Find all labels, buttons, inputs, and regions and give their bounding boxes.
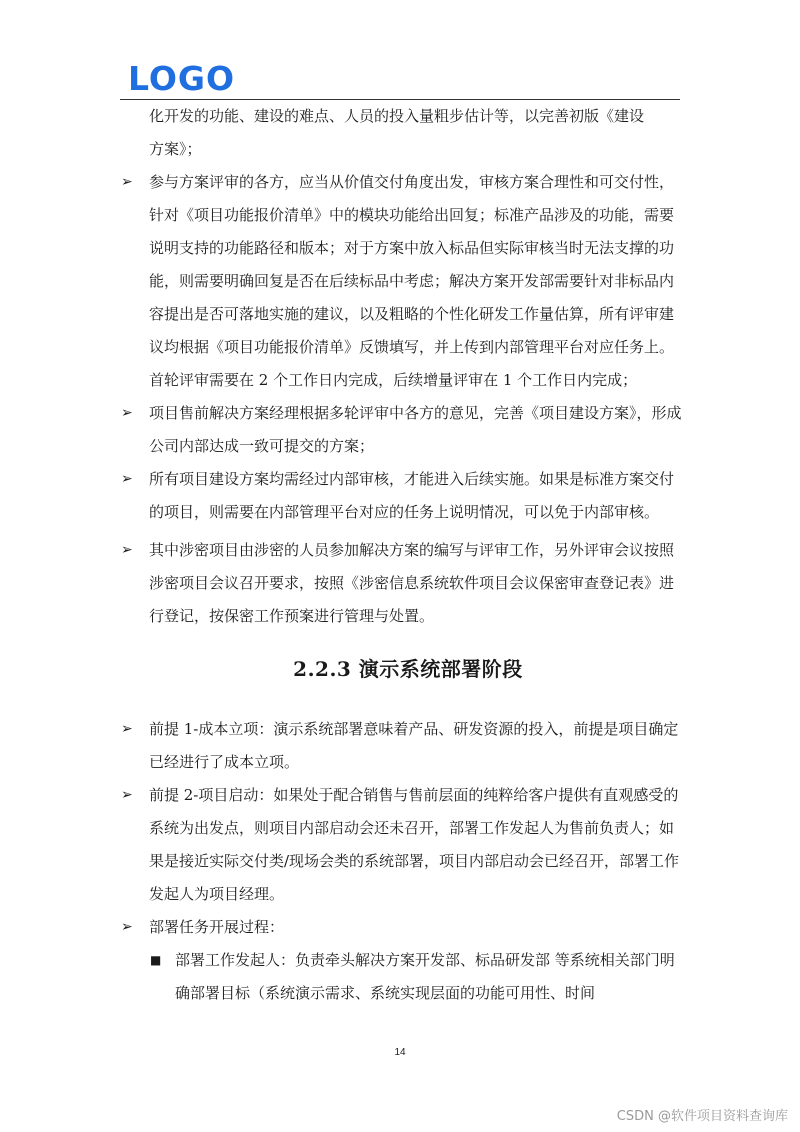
bullet-classified-project: [120, 534, 686, 633]
bullet-premise-2: [120, 779, 686, 911]
bullet-deploy-process: [120, 911, 686, 944]
arrow-bullet-icon: ➢: [121, 471, 133, 487]
bullet-text: 前提 2-项目启动：如果处于配合销售与售前层面的纯粹给客户提供有直观感受的系统为出发点，则项目内部启动会还未召开，部署工作发起人为售前负责人；如果是接近实际交付类/现场会类的系统部署，项目内部启动会已经召开，部署工作发起人为项目经理。: [149, 786, 680, 903]
bullet-text: 其中涉密项目由涉密的人员参加解决方案的编写与评审工作，另外评审会议按照涉密项目会议召开要求，按照《涉密信息系统软件项目会议保密审查登记表》进行登记，按保密工作预案进行管理与处置。: [149, 541, 675, 625]
bullet-text: 部署任务开展过程：: [149, 918, 285, 936]
section-title: 2.2.3 演示系统部署阶段: [293, 657, 523, 681]
bullet-review-parties: [120, 166, 686, 397]
square-bullet-icon: ■: [150, 953, 162, 967]
bullet-internal-review: [120, 463, 686, 529]
bullet-presales-manager: [120, 397, 686, 463]
intro-line-1: 化开发的功能、建设的难点、人员的投入量粗步估计等，以完善初版《建设: [149, 107, 645, 125]
arrow-bullet-icon: ➢: [121, 174, 133, 190]
bullet-text: 前提 1-成本立项：演示系统部署意味着产品、研发资源的投入，前提是项目确定已经进行了成本立项。: [149, 720, 679, 771]
arrow-bullet-icon: ➢: [121, 542, 133, 558]
intro-line-2: 方案》；: [149, 140, 202, 158]
document-body: [120, 100, 686, 1010]
arrow-bullet-icon: ➢: [121, 787, 133, 803]
logo: LOGO: [128, 59, 236, 98]
arrow-bullet-icon: ➢: [121, 405, 133, 421]
bullet-text: 参与方案评审的各方，应当从价值交付角度出发，审核方案合理性和可交付性，针对《项目功能报价清单》中的模块功能给出回复；标准产品涉及的功能，需要说明支持的功能路径和版本；对于方案中放入标品但实际审核当时无法支撑的功能，则需要明确回复是否在后续标品中考虑；解决方案开发部需要针对非标品内容提出是否可落地实施的建议，以及粗略的个性化研发工作量估算，所有评审建议均根据《项目功能报价清单》反馈填写，并上传到内部管理平台对应任务上。首轮评审需要在 2 个工作日内完成，后续增量评审在 1 个工作日内完成；: [149, 173, 675, 389]
bullet-text: 所有项目建设方案均需经过内部审核，才能进入后续实施。如果是标准方案交付的项目，则需要在内部管理平台对应的任务上说明情况，可以免于内部审核。: [149, 470, 675, 521]
page-number: 14: [394, 1047, 406, 1058]
sub-bullet-initiator: [120, 944, 686, 1010]
bullet-text: 项目售前解决方案经理根据多轮评审中各方的意见，完善《项目建设方案》，形成公司内部达成一致可提交的方案；: [149, 404, 682, 455]
arrow-bullet-icon: ➢: [121, 919, 133, 935]
arrow-bullet-icon: ➢: [121, 721, 133, 737]
sub-bullet-text: 部署工作发起人：负责牵头解决方案开发部、标品研发部 等系统相关部门明确部署目标（系统演示需求、系统实现层面的功能可用性、时间: [175, 951, 675, 1002]
watermark: CSDN @软件项目资料查询库: [616, 1109, 788, 1124]
bullet-premise-1: [120, 713, 686, 779]
